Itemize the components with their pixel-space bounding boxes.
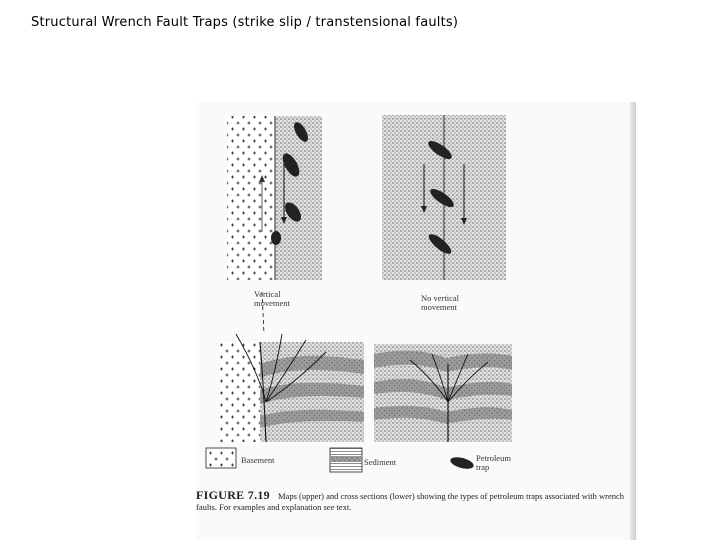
map-label-no-vertical-movement: No vertical movement xyxy=(421,293,459,312)
section-no-vertical-movement xyxy=(374,344,512,442)
map-label-vertical-movement: Vertical movement xyxy=(254,289,290,308)
legend-basement-swatch xyxy=(206,448,236,468)
figure-7-19 xyxy=(196,102,636,540)
page-edge-shadow xyxy=(630,102,636,540)
legend-petroleum-trap-swatch xyxy=(449,455,475,471)
figure-caption-text: Maps (upper) and cross sections (lower) showing the types of petroleum traps associated with wrench faults. For examples and explanation see text. xyxy=(196,491,625,512)
figure-number: FIGURE 7.19 xyxy=(196,488,270,502)
map-vertical-movement xyxy=(227,116,322,280)
legend-sediment-swatch xyxy=(330,448,362,472)
legend-sediment-label: Sediment xyxy=(364,457,397,467)
figure-drawing xyxy=(196,102,636,540)
legend-basement-label: Basement xyxy=(241,455,275,465)
section-vertical-movement xyxy=(220,289,364,442)
map-no-vertical-movement xyxy=(382,115,506,280)
figure-caption xyxy=(196,490,630,513)
slide-title: Structural Wrench Fault Traps (strike slip / transtensional faults) xyxy=(31,15,459,30)
legend-petroleum-trap-label: Petroleum trap xyxy=(476,453,511,472)
